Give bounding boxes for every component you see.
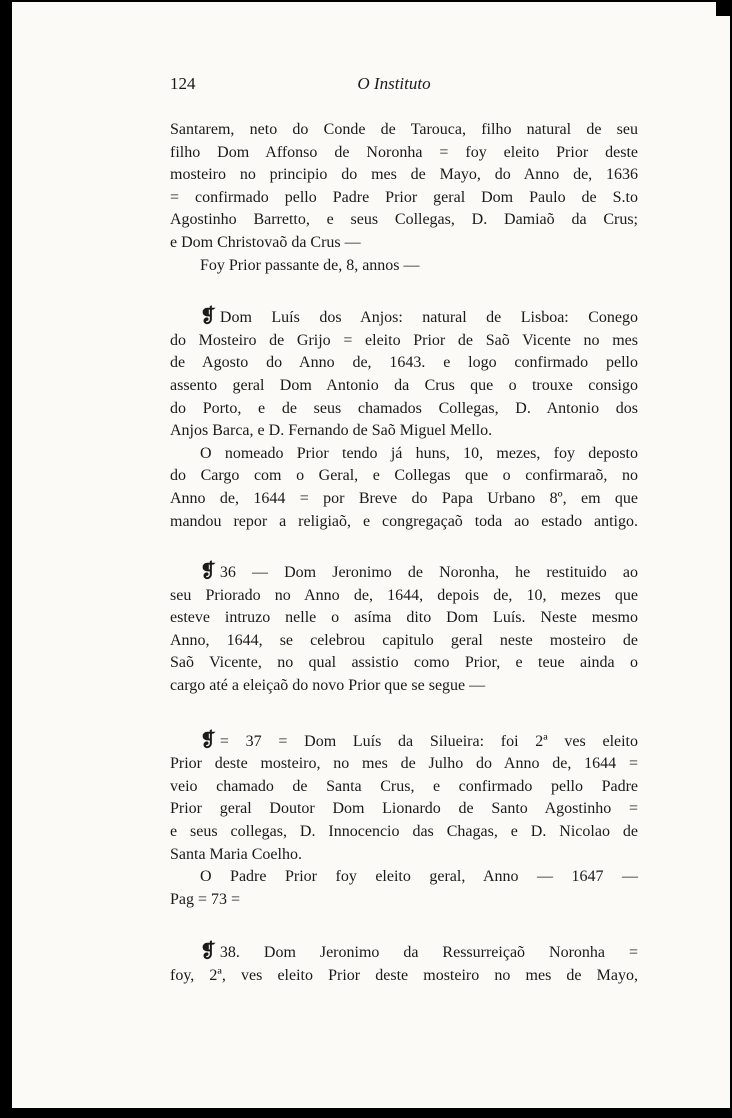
text-line: Saõ Vicente, no qual assistio como Prior, e teue ainda o [170, 654, 638, 672]
text-line: Anno de, 1644 = por Breve do Papa Urbano 8º, em que [170, 489, 638, 507]
text-line: e seus collegas, D. Innocencio das Chagas, e D. Nicolao de [170, 823, 638, 841]
text-line: Agostinho Barretto, e seus Collegas, D. Damiaõ da Crus; [170, 211, 638, 229]
text-line: foy, 2ª, ves eleito Prior deste mosteiro no mes de Mayo, [170, 967, 638, 984]
text-line: Prior geral Doutor Dom Lionardo de Santo Agostinho = [170, 800, 638, 818]
paragraph [170, 306, 638, 443]
text-line: filho Dom Affonso de Noronha = foy eleito Prior deste [170, 143, 638, 161]
text-line: ❡ Dom Luís dos Anjos: natural de Lisboa: Conego [200, 306, 638, 328]
text-line: Anjos Barca, e D. Fernando de Saõ Miguel Mello. [170, 422, 493, 440]
text-line: Prior deste mosteiro, no mes de Julho do Anno de, 1644 = [170, 755, 638, 773]
text-line: O Padre Prior foy eleito geral, Anno — 1647 — [200, 868, 638, 886]
paragraph [170, 561, 638, 698]
paragraph [170, 119, 638, 255]
text-line: ❡ 36 — Dom Jeronimo de Noronha, he restituido ao [200, 561, 638, 583]
text-line: veio chamado de Santa Crus, e confirmado pello Padre [170, 777, 638, 795]
text-line: mosteiro no principio do mes de Mayo, do Anno de, 1636 [170, 166, 638, 184]
text-line: Foy Prior passante de, 8, annos — [200, 256, 420, 274]
text-line: do Porto, e de seus chamados Collegas, D. Antonio dos [170, 399, 638, 417]
text-line: ❡ = 37 = Dom Luís da Silueira: foi 2ª ves eleito [200, 729, 638, 751]
paragraph [170, 255, 638, 278]
text-line: = confirmado pello Padre Prior geral Dom Paulo de S.to [170, 188, 638, 206]
text-line: Santa Maria Coelho. [170, 845, 302, 863]
text-line: mandou repor a religiaõ, e congregaçaõ toda ao estado antigo. [170, 512, 638, 530]
text-line: seu Priorado no Anno de, 1644, depois de, 10, mezes que [170, 586, 638, 604]
text-line: O nomeado Prior tendo já huns, 10, mezes, foy deposto [200, 444, 638, 462]
page-header [170, 74, 618, 100]
page-number: 124 [170, 74, 196, 93]
paragraph-mark-icon: ❡ [200, 941, 216, 963]
paragraph [170, 443, 638, 533]
text-line: Anno, 1644, se celebrou capitulo geral neste mosteiro de [170, 631, 638, 649]
text-line: esteve intruzo nelle o asíma dito Dom Luís. Neste mesmo [170, 609, 638, 627]
text-line: ❡ 38. Dom Jeronimo da Ressurreiçaõ Noronha = [200, 941, 638, 963]
paragraph [170, 941, 638, 987]
text-line: assento geral Dom Antonio da Crus que o trouxe consigo [170, 376, 638, 394]
paragraph [170, 866, 638, 911]
body-text [170, 119, 638, 988]
text-line: Pag = 73 = [170, 890, 241, 908]
scan-corner-mark [716, 2, 730, 16]
text-line: cargo até a eleiçaõ do novo Prior que se segue — [170, 677, 486, 695]
text-line: do Mosteiro de Grijo = eleito Prior de Saõ Vicente no mes [170, 331, 638, 349]
paragraph-mark-icon: ❡ [200, 729, 216, 751]
paragraph-mark-icon: ❡ [200, 306, 216, 328]
paragraph [170, 730, 638, 867]
text-line: e Dom Christovaõ da Crus — [170, 233, 361, 251]
text-line: Santarem, neto do Conde de Tarouca, filho natural de seu [170, 121, 638, 138]
text-line: do Cargo com o Geral, e Collegas que o confirmaraõ, no [170, 467, 638, 485]
running-title: O Instituto [357, 74, 431, 93]
text-line: de Agosto do Anno de, 1643. e logo confirmado pello [170, 354, 638, 372]
paragraph-mark-icon: ❡ [200, 561, 216, 583]
